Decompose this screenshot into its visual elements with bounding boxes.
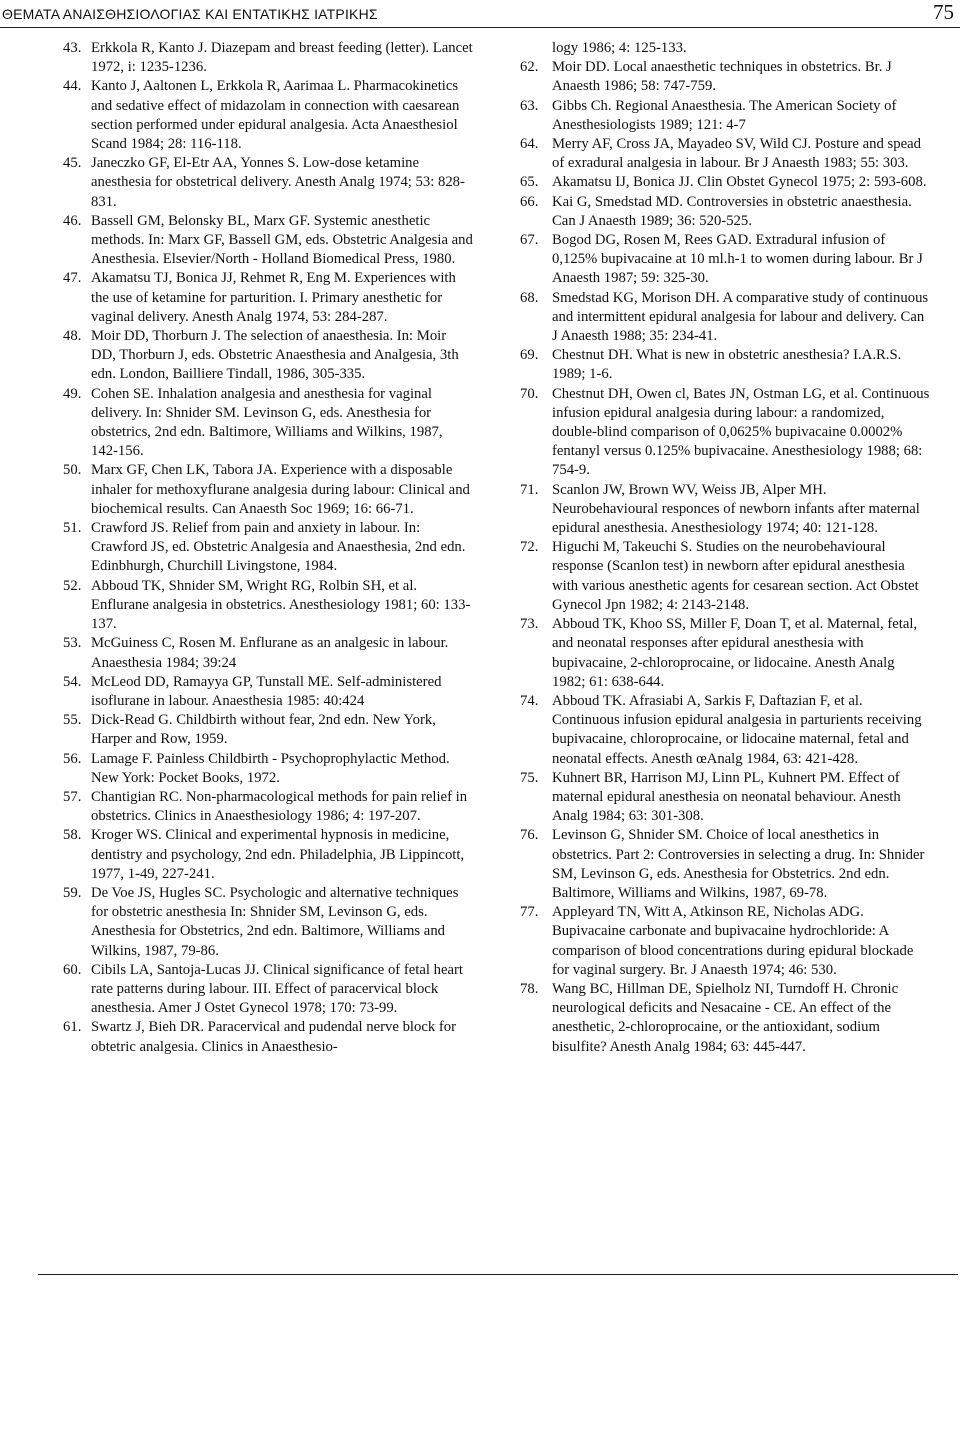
reference-text: Smedstad KG, Morison DH. A comparative study of continuous and intermittent epidural analgesia for labour and delivery. Can J Anaesth 1988; 35: 234-41. xyxy=(552,289,929,345)
reference-number: 52. xyxy=(63,577,82,594)
reference-text: Higuchi M, Takeuchi S. Studies on the neurobehavioural response (Scanlon test) in newborn after epidural anesthesia with various anesthetic agents for cesarean section. Act Obstet Gynecol Jpn 1982; 4: 2143-2148. xyxy=(552,539,919,613)
reference-text: Chantigian RC. Non-pharmacological methods for pain relief in obstetrics. Clinics in Anaesthesiology 1986; 4: 197-207. xyxy=(91,788,468,825)
reference-number: 56. xyxy=(63,750,82,767)
reference-item xyxy=(63,884,473,961)
reference-item xyxy=(63,826,473,884)
reference-item xyxy=(63,327,473,385)
reference-number: 44. xyxy=(63,78,82,95)
reference-number: 47. xyxy=(63,270,82,287)
reference-number: 77. xyxy=(520,904,539,921)
reference-item xyxy=(63,673,473,711)
references-left-column xyxy=(63,39,473,1057)
reference-number: 66. xyxy=(520,193,539,210)
reference-number: 50. xyxy=(63,462,82,479)
reference-number: 46. xyxy=(63,212,82,229)
reference-text: Cohen SE. Inhalation analgesia and anesthesia for vaginal delivery. In: Shnider SM. Levinson G, eds. Anesthesia for obstetrics, 2nd edn. Baltimore, Williams and Wilkins, 1987, 142-156. xyxy=(91,385,443,460)
reference-number: 63. xyxy=(520,97,539,114)
reference-item xyxy=(63,461,473,519)
reference-number: 76. xyxy=(520,827,539,844)
reference-text: McLeod DD, Ramayya GP, Tunstall ME. Self-administered isoflurane in labour. Anaesthesia 1985: 40:424 xyxy=(91,673,442,709)
reference-number: 49. xyxy=(63,385,82,402)
reference-text: Kanto J, Aaltonen L, Erkkola R, Aarimaa L. Pharmacokinetics and sedative effect of midazolam in connection with caesarean section performed under epidural analgesia. Acta Anaesthesiol Scand 1984; 28: 116-118. xyxy=(91,78,460,153)
reference-text: Kai G, Smedstad MD. Controversies in obstetric anaesthesia. Can J Anaesth 1989; 36: 520-525. xyxy=(552,193,912,229)
reference-text: Swartz J, Bieh DR. Paracervical and pudendal nerve block for obtetric analgesia. Clinics in Anaesthesio- xyxy=(91,1019,457,1055)
reference-text: Dick-Read G. Childbirth without fear, 2nd edn. New York, Harper and Row, 1959. xyxy=(91,712,436,748)
reference-item xyxy=(63,961,473,1019)
reference-text: Abboud TK, Khoo SS, Miller F, Doan T, et al. Maternal, fetal, and neonatal responses after epidural anesthesia with bupivacaine, 2-chloroprocaine, or lidocaine. Anesth Analg 1982; 61: 638-644. xyxy=(552,616,918,690)
reference-item xyxy=(520,826,930,903)
reference-text: Akamatsu IJ, Bonica JJ. Clin Obstet Gynecol 1975; 2: 593-608. xyxy=(552,174,927,191)
reference-number: 75. xyxy=(520,769,539,786)
reference-number: 45. xyxy=(63,155,82,172)
reference-number: 72. xyxy=(520,539,539,556)
reference-number: 62. xyxy=(520,59,539,76)
reference-text: Abboud TK. Afrasiabi A, Sarkis F, Daftazian F, et al. Continuous infusion epidural analgesia in parturients receiving bupivacaine, chloroprocaine, or lidocaine maternal, fetal and neonatal effects. Anesth œAnalg 1984, 63: 421-428. xyxy=(552,692,922,767)
reference-item xyxy=(520,289,930,347)
reference-text: Scanlon JW, Brown WV, Weiss JB, Alper MH. Neurobehavioural responces of newborn infants after maternal epidural anesthesia. Anesthesiology 1974; 40: 121-128. xyxy=(552,481,920,537)
reference-number: 51. xyxy=(63,520,82,537)
reference-item xyxy=(63,577,473,635)
reference-text: Akamatsu TJ, Bonica JJ, Rehmet R, Eng M. Experiences with the use of ketamine for parturition. I. Primary anesthetic for vaginal delivery. Anesth Analg 1974, 53: 284-287. xyxy=(91,270,456,325)
reference-text: Abboud TK, Shnider SM, Wright RG, Rolbin SH, et al. Enflurane analgesia in obstetrics. Anesthesiology 1981; 60: 133-137. xyxy=(91,577,471,633)
reference-text: Gibbs Ch. Regional Anaesthesia. The American Society of Anesthesiologists 1989; 121: 4-7 xyxy=(552,97,897,133)
reference-text: Merry AF, Cross JA, Mayadeo SV, Wild CJ. Posture and spead of exradural analgesia in labour. Br J Anaesth 1983; 55: 303. xyxy=(552,136,921,172)
reference-item xyxy=(63,750,473,788)
footer-rule xyxy=(38,1274,958,1275)
reference-item xyxy=(63,385,473,462)
reference-item xyxy=(63,1018,473,1056)
reference-item xyxy=(520,231,930,289)
reference-text: McGuiness C, Rosen M. Enflurane as an analgesic in labour. Anaesthesia 1984; 39:24 xyxy=(91,635,449,671)
reference-number: 65. xyxy=(520,174,539,191)
reference-item xyxy=(63,212,473,270)
reference-number: 58. xyxy=(63,827,82,844)
reference-number: 69. xyxy=(520,347,539,364)
reference-text: Lamage F. Painless Childbirth - Psychoprophylactic Method. New York: Pocket Books, 1972. xyxy=(91,750,450,786)
reference-number: 71. xyxy=(520,481,539,498)
reference-text: Bogod DG, Rosen M, Rees GAD. Extradural infusion of 0,125% bupivacaine at 10 ml.h-1 to women during labour. Br J Anaesth 1987; 59: 325-30. xyxy=(552,232,923,287)
reference-text: Moir DD. Local anaesthetic techniques in obstetrics. Br. J Anaesth 1986; 58: 747-759. xyxy=(552,59,892,95)
reference-number: 78. xyxy=(520,980,539,997)
references-right-column xyxy=(520,39,930,1057)
page-number: 75 xyxy=(933,0,954,24)
reference-number: 55. xyxy=(63,712,82,729)
reference-text: Crawford JS. Relief from pain and anxiety in labour. In: Crawford JS, ed. Obstetric Analgesia and Anaesthesia, 2nd edn. Edinbhurgh, Churchill Livingstone, 1984. xyxy=(91,520,466,575)
reference-text: Chestnut DH, Owen cl, Bates JN, Ostman LG, et al. Continuous infusion epidural analgesia during labour: a randomized, double-blind comparison of 0,0625% bupivacaine 0.0002% fentanyl versus 0.125% bupivacaine. Anesthesiology 1988; 68: 754-9. xyxy=(552,385,930,479)
reference-number: 43. xyxy=(63,40,82,56)
reference-item xyxy=(63,39,473,77)
reference-item xyxy=(520,385,930,481)
reference-text: Erkkola R, Kanto J. Diazepam and breast feeding (letter). Lancet 1972, i: 1235-1236. xyxy=(91,40,473,76)
reference-number: 70. xyxy=(520,385,539,402)
reference-item xyxy=(520,58,930,96)
reference-continuation: logy 1986; 4: 125-133. xyxy=(552,40,687,56)
reference-text: Moir DD, Thorburn J. The selection of anaesthesia. In: Moir DD, Thorburn J, eds. Obstetric Anaesthesia and Analgesia, 3th edn. London, Bailliere Tindall, 1986, 305-335. xyxy=(91,328,459,383)
reference-number: 64. xyxy=(520,136,539,153)
reference-item xyxy=(520,481,930,539)
reference-item xyxy=(520,903,930,980)
reference-number: 59. xyxy=(63,884,82,901)
reference-text: Janeczko GF, El-Etr AA, Yonnes S. Low-dose ketamine anesthesia for obstetrical delivery. Anesth Analg 1974; 53: 828-831. xyxy=(91,155,465,210)
reference-text: Bassell GM, Belonsky BL, Marx GF. Systemic anesthetic methods. In: Marx GF, Bassell GM, eds. Obstetric Analgesia and Anesthesia. Elsevier/North - Holland Biomedical Press, 1980. xyxy=(91,212,473,268)
reference-number: 48. xyxy=(63,328,82,345)
reference-item xyxy=(520,173,930,192)
reference-item xyxy=(520,615,930,692)
reference-number: 68. xyxy=(520,289,539,306)
reference-number: 53. xyxy=(63,635,82,652)
reference-item xyxy=(520,193,930,231)
reference-item xyxy=(63,634,473,672)
reference-item xyxy=(520,97,930,135)
reference-item xyxy=(63,711,473,749)
reference-text: Wang BC, Hillman DE, Spielholz NI, Turndoff H. Chronic neurological deficits and Nesacaine - CE. An effect of the anesthetic, 2-chloroprocaine, or the antioxidant, sodium bisulfite? Anesth Analg 1984; 63: 445-447. xyxy=(552,980,899,1055)
reference-number: 67. xyxy=(520,232,539,249)
reference-item xyxy=(520,692,930,769)
reference-number: 74. xyxy=(520,692,539,709)
reference-item xyxy=(63,519,473,577)
references-right-list xyxy=(520,58,930,1057)
reference-item xyxy=(520,538,930,615)
reference-item xyxy=(63,788,473,826)
reference-number: 54. xyxy=(63,673,82,690)
reference-text: Kuhnert BR, Harrison MJ, Linn PL, Kuhnert PM. Effect of maternal epidural anesthesia on neonatal behaviour. Anesth Analg 1984; 63: 301-308. xyxy=(552,769,901,825)
reference-number: 57. xyxy=(63,788,82,805)
reference-number: 60. xyxy=(63,961,82,978)
reference-item xyxy=(520,980,930,1057)
reference-item xyxy=(520,135,930,173)
reference-text: Marx GF, Chen LK, Tabora JA. Experience with a disposable inhaler for methoxyflurane analgesia during labour: Clinical and biochemical results. Can Anaesth Soc 1969; 16: 66-71. xyxy=(91,462,470,517)
reference-text: Appleyard TN, Witt A, Atkinson RE, Nicholas ADG. Bupivacaine carbonate and bupivacaine hydrochloride: A comparison of blood concentrations during epidural blockade for vaginal surgery. Br. J Anaesth 1974; 46: 530. xyxy=(552,904,914,978)
reference-text: Levinson G, Shnider SM. Choice of local anesthetics in obstetrics. Part 2: Controversies in selecting a drug. In: Shnider SM, Levinson G, eds. Anesthesia for Obstetrics. 2nd edn. Baltimore, Williams and Wilkins, 1987, 69-78. xyxy=(552,827,925,901)
reference-text: Cibils LA, Santoja-Lucas JJ. Clinical significance of fetal heart rate patterns during labour. III. Effect of paracervical block anesthesia. Amer J Ostet Gynecol 1978; 170: 73-99. xyxy=(91,961,463,1017)
page-header xyxy=(0,0,960,28)
reference-text: De Voe JS, Hugles SC. Psychologic and alternative techniques for obstetric anesthesia In: Shnider SM, Levinson G, eds. Anesthesia for Obstetrics, 2nd edn. Baltimore, Williams and Wilkins, 1987, 79-86. xyxy=(91,884,459,959)
reference-item xyxy=(63,154,473,212)
header-rule xyxy=(0,27,960,28)
reference-item xyxy=(520,769,930,827)
reference-item xyxy=(520,346,930,384)
reference-number: 61. xyxy=(63,1019,82,1036)
reference-number: 73. xyxy=(520,616,539,633)
reference-item xyxy=(63,269,473,327)
reference-item xyxy=(63,77,473,154)
reference-text: Kroger WS. Clinical and experimental hypnosis in medicine, dentistry and psychology, 2nd edn. Philadelphia, JB Lippincott, 1977, 1-49, 227-241. xyxy=(91,827,465,882)
running-title: ΘΕΜΑΤΑ ΑΝΑΙΣΘΗΣΙΟΛΟΓΙΑΣ ΚΑΙ ΕΝΤΑΤΙΚΗΣ ΙΑΤΡΙΚΗΣ xyxy=(2,6,378,22)
reference-text: Chestnut DH. What is new in obstetric anesthesia? I.A.R.S. 1989; 1-6. xyxy=(552,347,902,383)
